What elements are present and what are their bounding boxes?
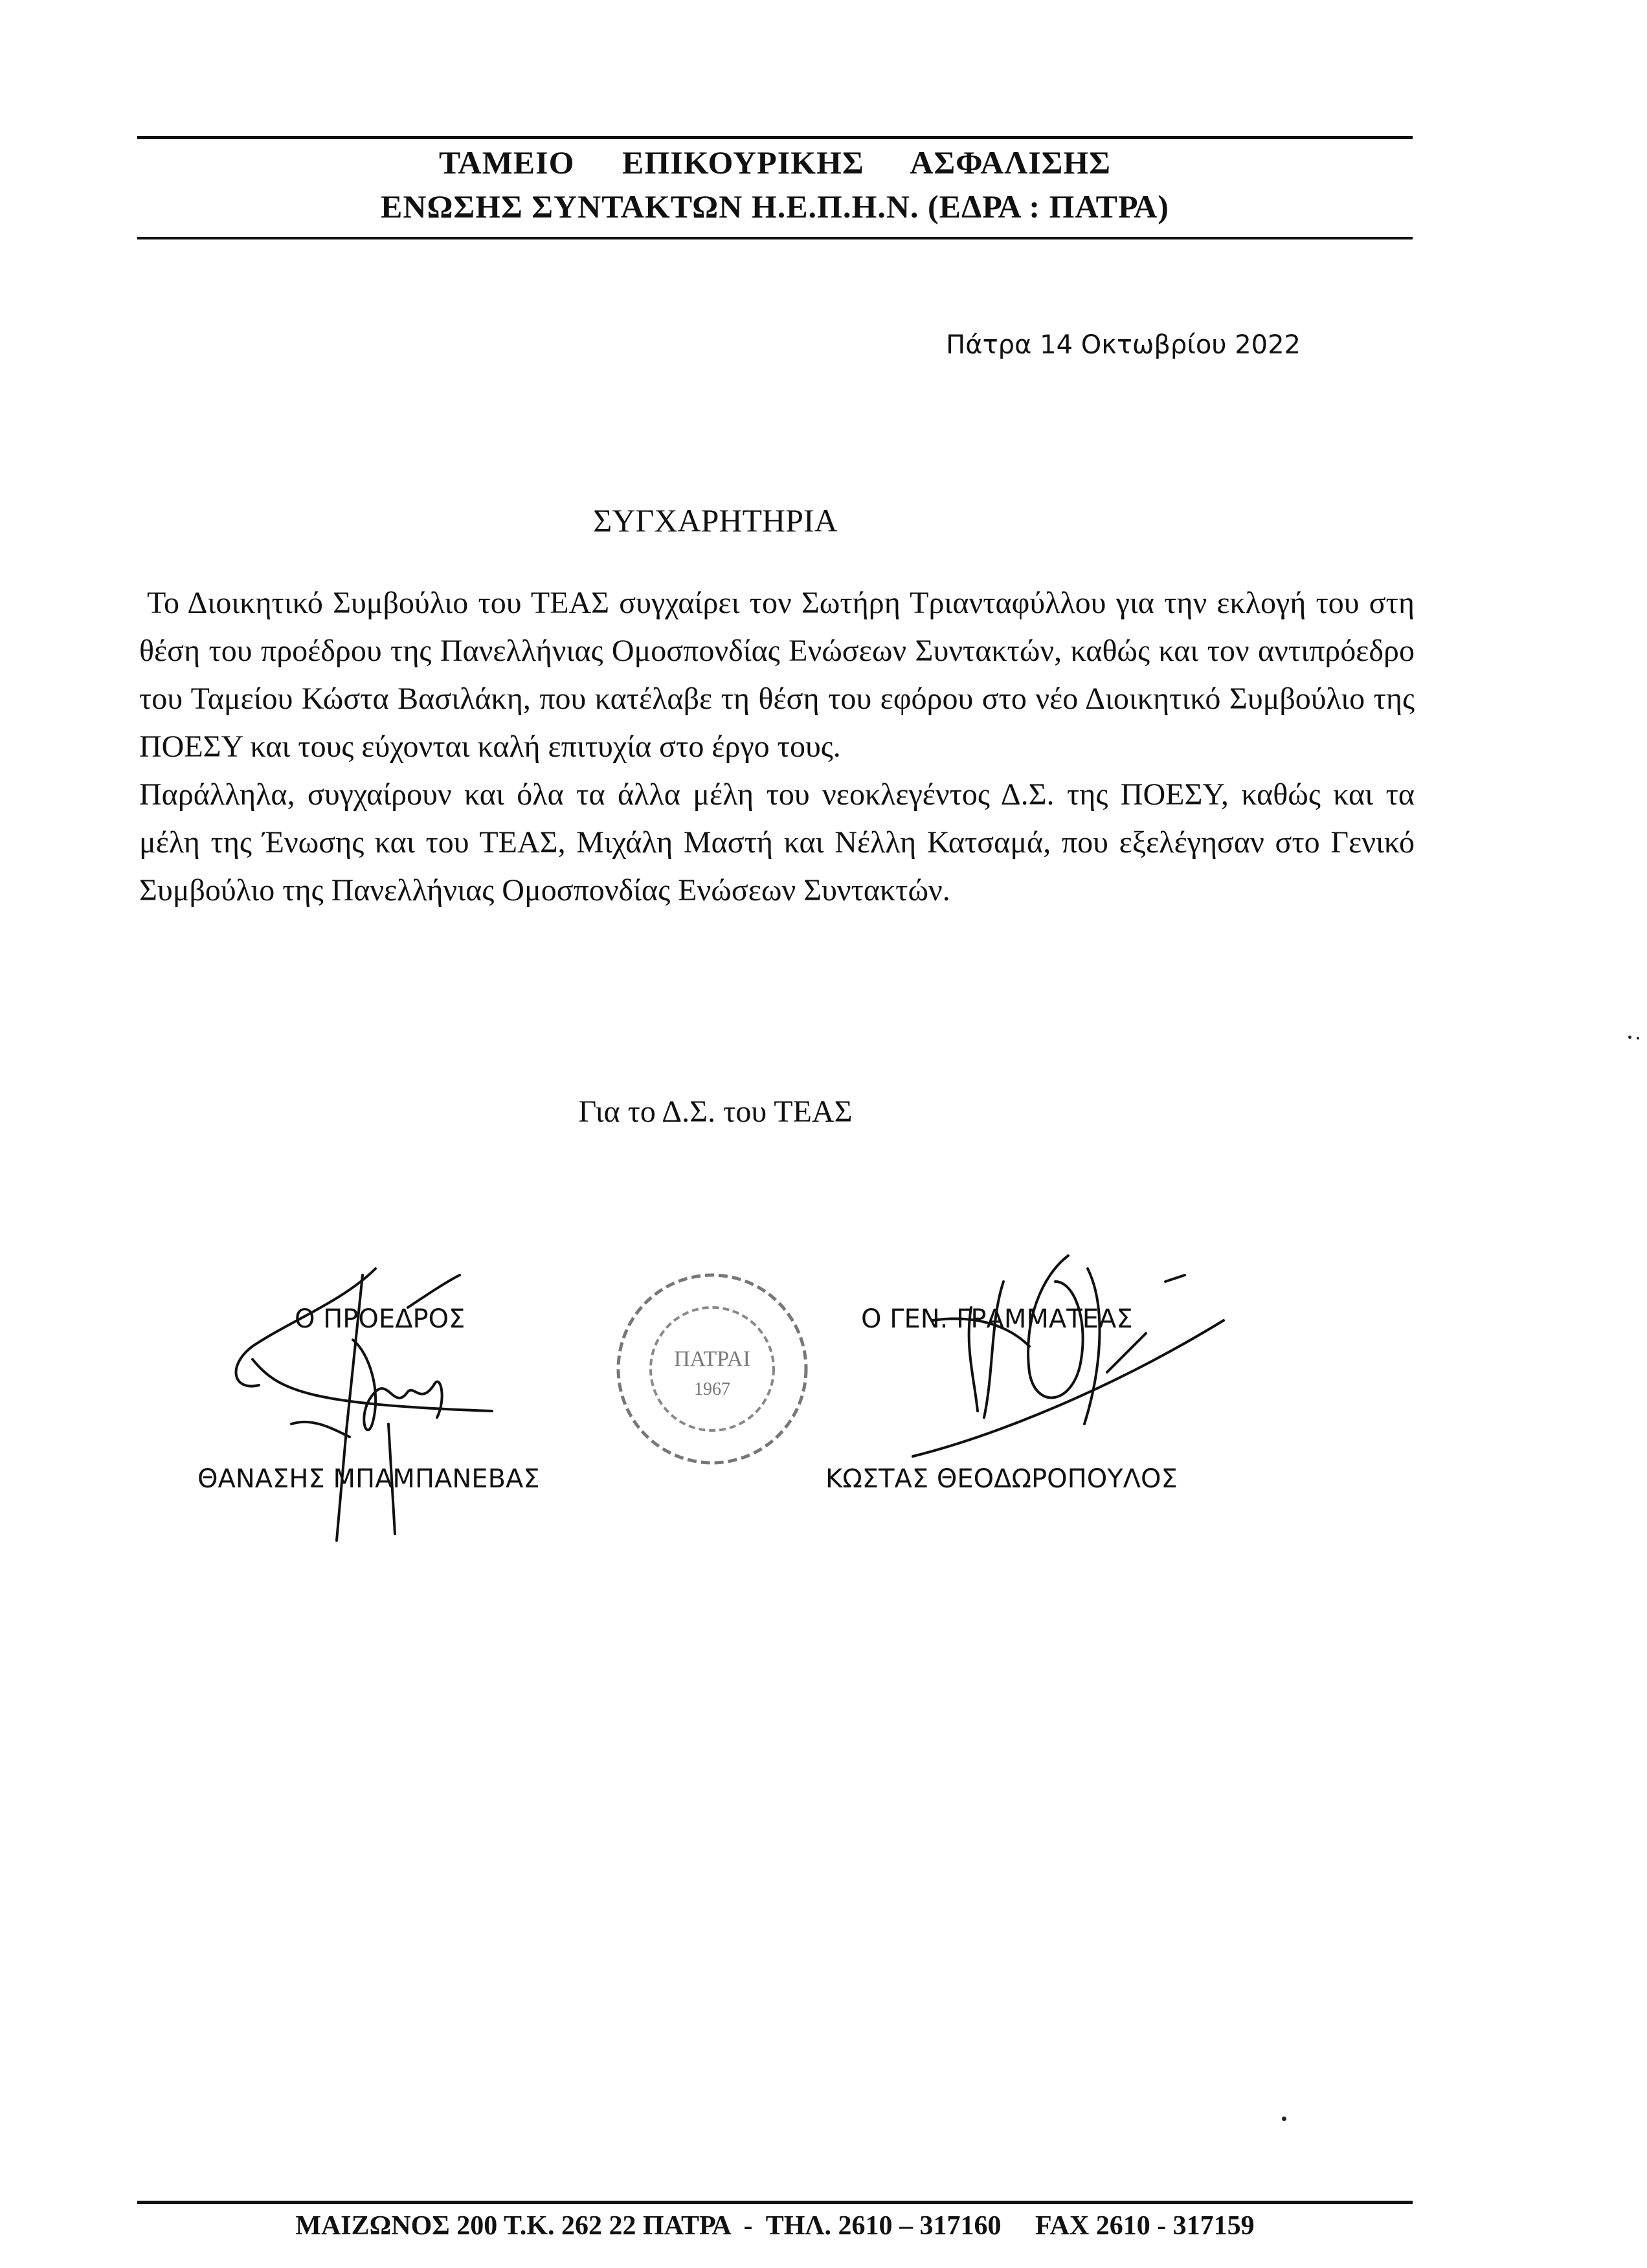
footer-address: ΜΑΙΖΩΝΟΣ 200 Τ.Κ. 262 22 ΠΑΤΡΑ - ΤΗΛ. 2610 – 317160 FAX 2610 - 317159 (295, 2211, 1255, 2241)
letterhead-title: ΤΑΜΕΙΟ ΕΠΙΚΟΥΡΙΚΗΣ ΑΣΦΑΛΙΣΗΣ (439, 144, 1111, 181)
body-paragraph-1: Το Διοικητικό Συμβούλιο του ΤΕΑΣ συγχαίρει τον Σωτήρη Τριανταφύλλου για την εκλογή του στη θέση του προέδρου της Πανελλήνιας Ομοσπονδίας Ενώσεων Συντακτών, καθώς και τον αντιπρόεδρο του Ταμείου Κώστα Βασιλάκη, που κατέλαβε τη θέση του εφόρου στο νέο Διοικητικό Συμβούλιο της ΠΟΕΣΥ και τους εύχονται καλή επιτυχία στο έργο τους. (139, 586, 1415, 764)
president-signature (214, 1262, 524, 1566)
scan-speck (1637, 1037, 1639, 1040)
footer-rule (137, 2201, 1413, 2204)
official-stamp (612, 1269, 812, 1469)
president-name: ΘΑΝΑΣΗΣ ΜΠΑΜΠΑΝΕΒΑΣ (197, 1464, 540, 1494)
general-secretary-name: ΚΩΣΤΑΣ ΘΕΟΔΩΡΟΠΟΥΛΟΣ (825, 1464, 1178, 1494)
letterhead-top-rule (137, 136, 1413, 139)
letter-subject: ΣΥΓΧΑΡΗΤΗΡΙΑ (593, 502, 838, 539)
president-title: Ο ΠΡΟΕΔΡΟΣ (295, 1304, 465, 1334)
stamp-year: 1967 (694, 1379, 730, 1399)
letterhead-subtitle: ΕΝΩΣΗΣ ΣΥΝΤΑΚΤΩΝ Η.Ε.Π.Η.Ν. (ΕΔΡΑ : ΠΑΤΡΑ) (381, 188, 1169, 225)
letter-date: Πάτρα 14 Οκτωβρίου 2022 (946, 330, 1301, 360)
letterhead-bottom-rule (137, 237, 1413, 239)
stamp-city: ΠΑΤΡΑΙ (674, 1347, 750, 1371)
scan-speck (1282, 2117, 1286, 2121)
letter-body (139, 579, 1415, 915)
general-secretary-signature (861, 1243, 1249, 1502)
letter-closing: Για το Δ.Σ. του ΤΕΑΣ (578, 1095, 853, 1129)
body-paragraph-2: Παράλληλα, συγχαίρουν και όλα τα άλλα μέλη του νεοκλεγέντος Δ.Σ. της ΠΟΕΣΥ, καθώς και τα μέλη της Ένωσης και του ΤΕΑΣ, Μιχάλη Μαστή και Νέλλη Κατσαμά, που εξελέγησαν στο Γενικό Συμβούλιο της Πανελλήνιας Ομοσπονδίας Ενώσεων Συντακτών. (139, 777, 1415, 907)
general-secretary-title: Ο ΓΕΝ. ΓΡΑΜΜΑΤΕΑΣ (861, 1304, 1133, 1334)
scan-speck (1628, 1036, 1631, 1039)
